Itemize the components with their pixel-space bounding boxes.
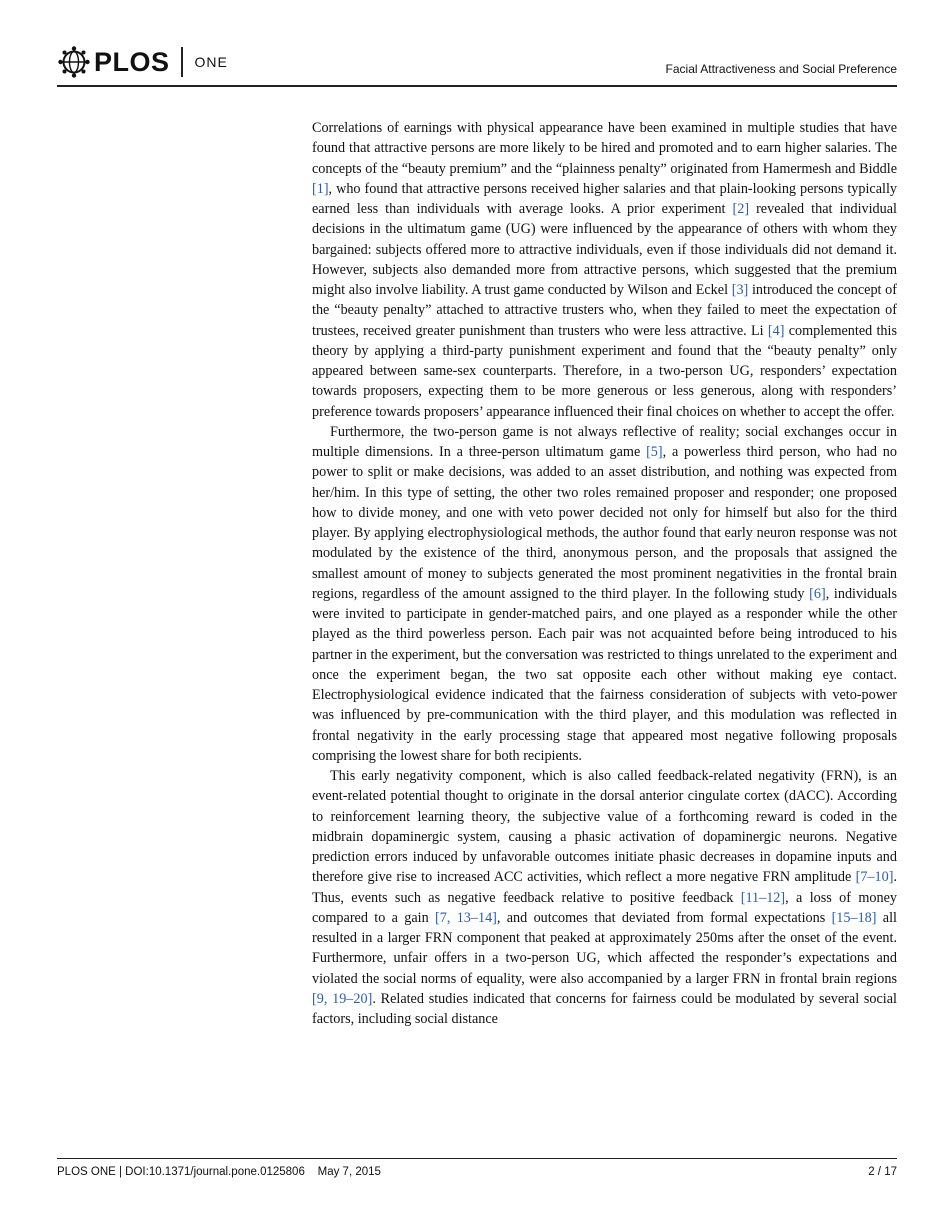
- header-divider: [57, 85, 897, 87]
- paragraph-text: , who found that attractive persons received higher salaries and that plain-looking persons typically earned less than individuals with average looks. A prior experiment: [312, 180, 897, 217]
- paragraph-text: introduced the concept of the “beauty penalty” attached to attractive trusters who, when they failed to meet the expectation of trustees, received greater punishment than trusters who were less attractive. Li: [312, 282, 897, 339]
- paragraph-text: Correlations of earnings with physical appearance have been examined in multiple studies that have found that attractive persons are more likely to be hired and promoted and to earn higher salaries. The concepts of the “beauty premium” and the “plainness penalty” originated from Hamermesh and Biddle: [312, 120, 897, 177]
- article-body: [312, 118, 897, 1029]
- body-paragraph: [312, 766, 897, 1029]
- paragraph-text: , a powerless third person, who had no power to split or make decisions, was added to an asset distribution, and nothing was expected from her/him. In this type of setting, the other two roles remained proposer and responder; one proposed how to divide money, and one with veto power decided not only for himself but also for the third player. By applying electrophysiological methods, the author found that early neuron response was not modulated by the existence of the third, anonymous person, and the proposals that assigned the smallest amount of money to subjects generated the most prominent negativities in the frontal brain regions, regardless of the amount assigned to the third player. In the following study: [312, 444, 897, 602]
- citation-link[interactable]: [7–10]: [855, 869, 894, 886]
- citation-link[interactable]: [4]: [767, 322, 785, 339]
- paragraph-text: complemented this theory by applying a third-party punishment experiment and found that the “beauty penalty” only appeared between same-sex counterparts. Therefore, in a two-person UG, responders’ expectation towards proposers, expecting them to be more generous or less generous, along with responders’ preference towards proposers’ appearance influenced their final choices on whether to accept the offer.: [312, 322, 897, 420]
- paragraph-text: revealed that individual decisions in the ultimatum game (UG) were influenced by the appearance of others with whom they bargained: subjects offered more to attractive individuals, even if those individuals did not demand it. However, subjects also demanded more from attractive persons, which suggested that the premium might also involve liability. A trust game conducted by Wilson and Eckel: [312, 201, 897, 298]
- citation-link[interactable]: [6]: [809, 585, 826, 602]
- body-paragraph: [312, 118, 897, 422]
- logo-suffix: ONE: [194, 54, 228, 70]
- paragraph-text: . Thus, events such as negative feedback relative to positive feedback: [312, 869, 897, 906]
- running-title: Facial Attractiveness and Social Preference: [665, 62, 897, 76]
- paragraph-text: all resulted in a larger FRN component that peaked at approximately 250ms after the onset of the event. Furthermore, unfair offers in a two-person UG, which affected the responder’s expectations and violated the social norms of equality, were also accompanied by a larger FRN in frontal brain regions: [312, 909, 897, 987]
- paragraph-text: , individuals were invited to participate in gender-matched pairs, and one played as a responder while the other played as the third powerless person. Each pair was not acquainted before being introduced to his partner in the experiment, but the conversation was restricted to things unrelated to the experiment and once the experiment began, the two sat opposite each other without making eye contact. Electrophysiological evidence indicated that the fairness consideration of subjects with veto-power was influenced by pre-communication with the third player, and this modulation was reflected in frontal negativity in the early processing stage that appeared most negative following proposals comprising the lowest share for both recipients.: [312, 585, 897, 764]
- body-paragraph: [312, 422, 897, 766]
- paragraph-text: This early negativity component, which is also called feedback-related negativity (FRN), is an event-related potential thought to originate in the dorsal anterior cingulate cortex (dACC). According to reinforcement learning theory, the subjective value of a forthcoming reward is coded in the midbrain dopaminergic system, causing a phasic activation of dopaminergic neurons. Negative prediction errors induced by unfavorable outcomes initiate phasic decreases in dopamine inputs and therefore give rise to increased ACC activities, which reflect a more negative FRN amplitude: [312, 768, 897, 886]
- paragraph-text: , a loss of money compared to a gain: [312, 889, 897, 926]
- page-header: [57, 40, 897, 87]
- citation-link[interactable]: [1]: [312, 180, 329, 197]
- citation-link[interactable]: [3]: [731, 282, 749, 298]
- plos-one-logo[interactable]: [57, 42, 228, 82]
- paragraph-text: Furthermore, the two-person game is not always reflective of reality; social exchanges occur in multiple dimensions. In a three-person ultimatum game: [312, 423, 897, 460]
- logo-text: PLOS: [94, 46, 170, 77]
- citation-link[interactable]: [5]: [646, 444, 663, 460]
- footer-divider: [57, 1158, 897, 1159]
- plos-globe-icon: [57, 45, 91, 79]
- footer-citation: PLOS ONE | DOI:10.1371/journal.pone.0125806 May 7, 2015: [57, 1166, 381, 1178]
- citation-link[interactable]: [9, 19–20]: [312, 990, 373, 1007]
- paragraph-text: . Related studies indicated that concerns for fairness could be modulated by several social factors, including social distance: [312, 990, 897, 1027]
- citation-link[interactable]: [2]: [732, 201, 750, 217]
- citation-link[interactable]: [11–12]: [740, 889, 786, 906]
- paragraph-text: , and outcomes that deviated from formal expectations: [496, 909, 832, 926]
- citation-link[interactable]: [7, 13–14]: [435, 909, 497, 926]
- citation-link[interactable]: [15–18]: [831, 909, 877, 926]
- logo-divider: [181, 47, 183, 77]
- page-number: 2 / 17: [868, 1166, 897, 1178]
